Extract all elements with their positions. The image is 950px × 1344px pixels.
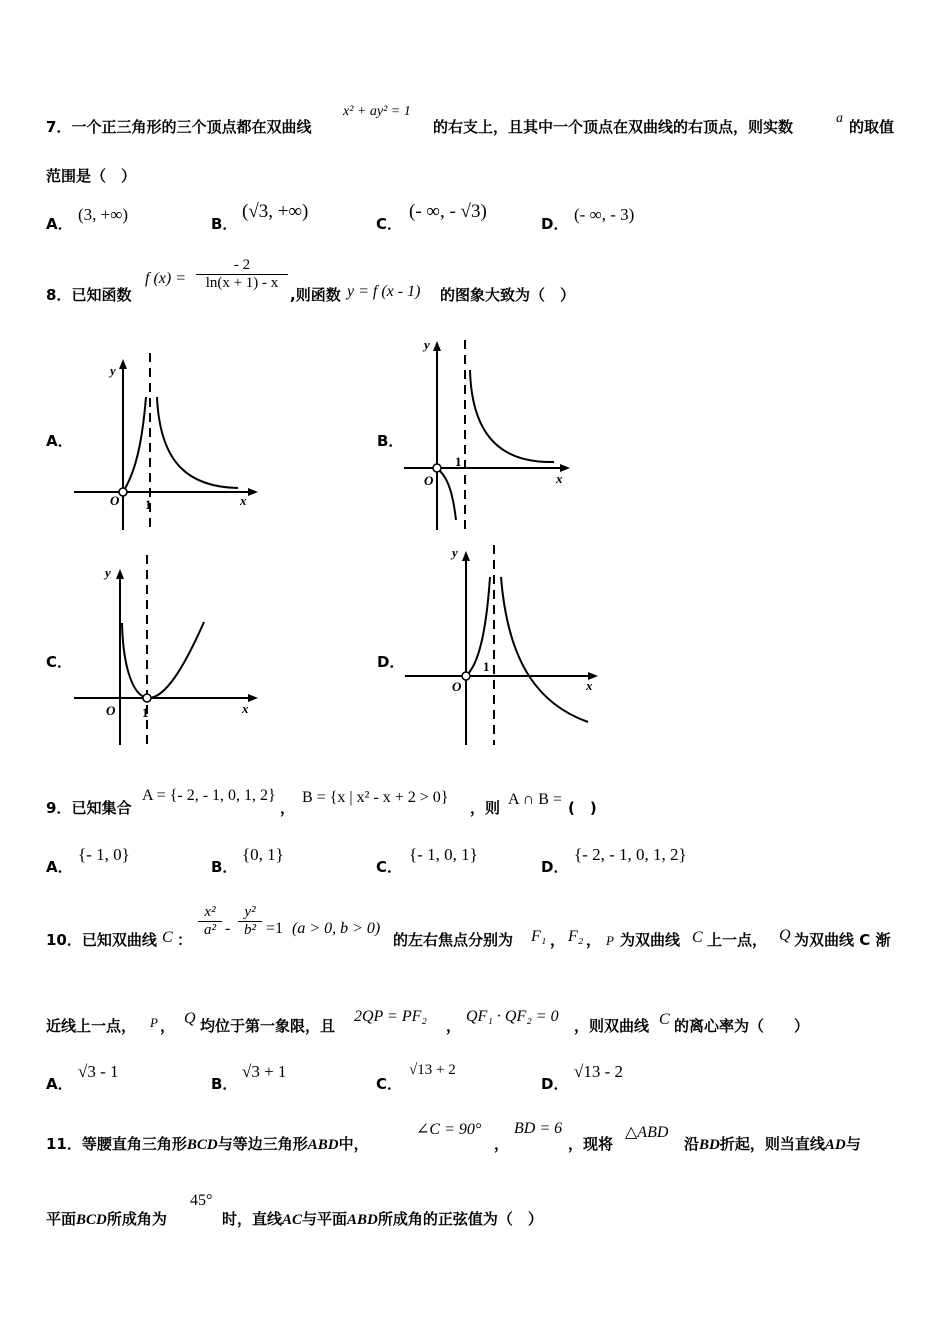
q8-graph-a bbox=[60, 345, 260, 535]
origin-label: O bbox=[452, 679, 462, 694]
q9-number: 9． bbox=[46, 799, 72, 817]
q11-degree: 45° bbox=[190, 1192, 213, 1209]
q7-option-b-label: B． bbox=[211, 215, 238, 233]
q11-line1: 11．等腰直角三角形BCD与等边三角形ABD中， bbox=[46, 1135, 369, 1153]
q8-text-c: 的图象大致为（ ） bbox=[440, 286, 576, 304]
q10-C: C bbox=[162, 929, 173, 946]
q8-graph-d-label: D． bbox=[377, 653, 405, 671]
q8-numerator: - 2 bbox=[196, 257, 288, 275]
x-label: x bbox=[242, 701, 249, 716]
q10-comma2: ， bbox=[586, 931, 602, 949]
q9-option-b-label: B． bbox=[211, 858, 238, 876]
q7-option-b-value: (√3, +∞) bbox=[242, 201, 309, 222]
q10-eq-a: 2QP = PF₂ bbox=[354, 1008, 427, 1025]
q7-equation: x² + ay² = 1 bbox=[343, 104, 411, 119]
q8-line1: 8．已知函数 bbox=[46, 286, 132, 304]
q10-fraction-1: $\frac{\text{x²}}{\text{a²}}$ bbox=[198, 904, 222, 939]
q10-line2-b: 均位于第一象限，且 bbox=[200, 1017, 336, 1035]
y-label: y bbox=[105, 565, 111, 580]
q10-text-d: 上一点， bbox=[707, 931, 768, 949]
q8-graph-d bbox=[400, 545, 600, 750]
q10-Q2: Q bbox=[184, 1010, 196, 1027]
curve-right bbox=[157, 397, 238, 488]
y-arrow bbox=[433, 341, 441, 351]
q8-fraction bbox=[196, 257, 288, 292]
q10-line2-d: 的离心率为（ ） bbox=[674, 1017, 810, 1035]
q11-line2-b: 时，直线AC与平面ABD所成角的正弦值为（ ） bbox=[222, 1210, 543, 1228]
q8-denominator: ln(x + 1) - x bbox=[205, 275, 279, 291]
q10-option-b-value: √3 + 1 bbox=[242, 1062, 287, 1081]
q8-graph-c bbox=[60, 555, 260, 750]
q7-text-a: 一个正三角形的三个顶点都在双曲线 bbox=[71, 118, 312, 136]
one-label: 1 bbox=[145, 497, 152, 512]
q11-bd: BD = 6 bbox=[514, 1120, 563, 1137]
q7-option-d-label: D． bbox=[541, 215, 569, 233]
curve-left bbox=[437, 468, 456, 520]
q9-set-b: B = {x | x² - x + 2 > 0} bbox=[302, 789, 449, 806]
q10-text-e: 为双曲线 C 渐 bbox=[794, 931, 891, 949]
q8-y-eq: y = f (x - 1) bbox=[347, 283, 421, 300]
q9-intersection: A ∩ B = bbox=[508, 791, 562, 808]
q11-sep: ， bbox=[494, 1135, 510, 1153]
q10-C2: C bbox=[692, 929, 703, 946]
q9-option-a-label: A． bbox=[46, 858, 73, 876]
q10-number: 10． bbox=[46, 931, 82, 949]
q10-option-c-label: C． bbox=[376, 1075, 403, 1093]
q10-line1: 10．已知双曲线 bbox=[46, 931, 157, 949]
q9-line1: 9．已知集合 bbox=[46, 799, 132, 817]
x-arrow bbox=[248, 488, 258, 496]
q9-option-b-value: {0, 1} bbox=[242, 845, 284, 864]
q10-F2: F₂ bbox=[568, 928, 584, 945]
q11-triangle: △ABD bbox=[625, 1124, 669, 1141]
one-label: 1 bbox=[455, 454, 462, 469]
one-label: 1 bbox=[483, 659, 490, 674]
curve-left bbox=[123, 397, 146, 492]
q8-graph-c-label: C． bbox=[46, 653, 73, 671]
q10-option-a-value: √3 - 1 bbox=[78, 1062, 119, 1081]
q11-angle: ∠C = 90° bbox=[416, 1121, 482, 1138]
q11-number: 11． bbox=[46, 1135, 82, 1153]
q10-option-c-value: √13 + 2 bbox=[409, 1062, 456, 1078]
q7-var-a: a bbox=[836, 111, 843, 126]
q10-Q: Q bbox=[779, 927, 791, 944]
q9-text-b: ，则 bbox=[470, 799, 501, 817]
q7-line1b: 的右支上，且其中一个顶点在双曲线的右顶点，则实数 bbox=[433, 118, 794, 136]
q10-fraction-2: $\frac{\text{y²}}{\text{b²}}$ bbox=[238, 904, 262, 939]
q8-fx: f (x) = bbox=[145, 270, 186, 287]
q10-C3: C bbox=[659, 1011, 670, 1028]
q9-text-c: ( ) bbox=[568, 799, 597, 817]
x-label: x bbox=[240, 493, 247, 508]
q8-graph-b-label: B． bbox=[377, 432, 404, 450]
q7-option-d-value: (- ∞, - 3) bbox=[574, 205, 635, 224]
q7-option-c-value: (- ∞, - √3) bbox=[409, 201, 487, 222]
q10-P2: P bbox=[150, 1015, 158, 1030]
q11-line1-b: 沿BD折起，则当直线AD与 bbox=[684, 1135, 861, 1153]
q7-option-a-value: (3, +∞) bbox=[78, 205, 129, 224]
q10-eq1: =1 bbox=[266, 920, 284, 937]
q10-eq-b: QF₁ · QF₂ = 0 bbox=[466, 1008, 559, 1025]
q10-option-a-label: A． bbox=[46, 1075, 73, 1093]
x-label: x bbox=[586, 678, 593, 693]
y-label: y bbox=[110, 363, 116, 378]
y-label: y bbox=[452, 545, 458, 560]
x-label: x bbox=[556, 471, 563, 486]
q7-option-a-label: A． bbox=[46, 215, 73, 233]
origin-label: O bbox=[106, 703, 116, 718]
tangent-point bbox=[143, 694, 151, 702]
y-arrow bbox=[119, 359, 127, 369]
origin-point bbox=[462, 672, 470, 680]
q7-line2: 范围是（ ） bbox=[46, 167, 137, 185]
one-label: 1 bbox=[142, 705, 149, 720]
q10-comma: ， bbox=[550, 931, 566, 949]
q10-colon: ： bbox=[177, 931, 193, 949]
curve-right bbox=[470, 370, 554, 462]
q9-option-a-value: {- 1, 0} bbox=[78, 845, 130, 864]
q9-option-d-value: {- 2, - 1, 0, 1, 2} bbox=[574, 845, 687, 864]
q8-graph-b bbox=[400, 335, 580, 535]
q10-cond: (a > 0, b > 0) bbox=[292, 920, 381, 937]
q9-option-c-value: {- 1, 0, 1} bbox=[409, 845, 478, 864]
q9-sep: ， bbox=[280, 799, 296, 817]
q10-option-d-value: √13 - 2 bbox=[574, 1062, 623, 1081]
q10-option-d-label: D． bbox=[541, 1075, 569, 1093]
q10-minus: - bbox=[225, 920, 231, 937]
q10-F1: F₁ bbox=[531, 928, 547, 945]
q9-option-c-label: C． bbox=[376, 858, 403, 876]
y-arrow bbox=[116, 569, 124, 579]
q11-line2: 平面BCD所成角为 bbox=[46, 1210, 167, 1228]
q10-line2-c: ，则双曲线 bbox=[574, 1017, 650, 1035]
q10-line2-a: 近线上一点， bbox=[46, 1017, 137, 1035]
q7-text-c: 的取值 bbox=[849, 118, 895, 136]
q10-comma3: ， bbox=[160, 1017, 176, 1035]
q11-text-d: ，现将 bbox=[568, 1135, 614, 1153]
q8-number: 8． bbox=[46, 286, 72, 304]
q10-text-c: 为双曲线 bbox=[620, 931, 681, 949]
origin-label: O bbox=[110, 493, 120, 508]
q10-comma4: ， bbox=[446, 1017, 462, 1035]
origin-point bbox=[119, 488, 127, 496]
curve-right bbox=[501, 577, 588, 722]
q7-number: 7． bbox=[46, 118, 72, 136]
q10-P: P bbox=[606, 933, 614, 948]
origin-point bbox=[433, 464, 441, 472]
q8-graph-a-label: A． bbox=[46, 432, 73, 450]
origin-label: O bbox=[424, 473, 434, 488]
y-arrow bbox=[462, 551, 470, 561]
curve bbox=[122, 622, 204, 698]
q9-option-d-label: D． bbox=[541, 858, 569, 876]
q7-line1 bbox=[46, 116, 311, 137]
q10-option-b-label: B． bbox=[211, 1075, 238, 1093]
y-label: y bbox=[424, 337, 430, 352]
q10-text-b: 的左右焦点分别为 bbox=[393, 931, 514, 949]
q8-text-b: ,则函数 bbox=[290, 286, 341, 304]
x-arrow bbox=[248, 694, 258, 702]
q7-option-c-label: C． bbox=[376, 215, 403, 233]
q9-set-a: A = {- 2, - 1, 0, 1, 2} bbox=[142, 787, 276, 804]
